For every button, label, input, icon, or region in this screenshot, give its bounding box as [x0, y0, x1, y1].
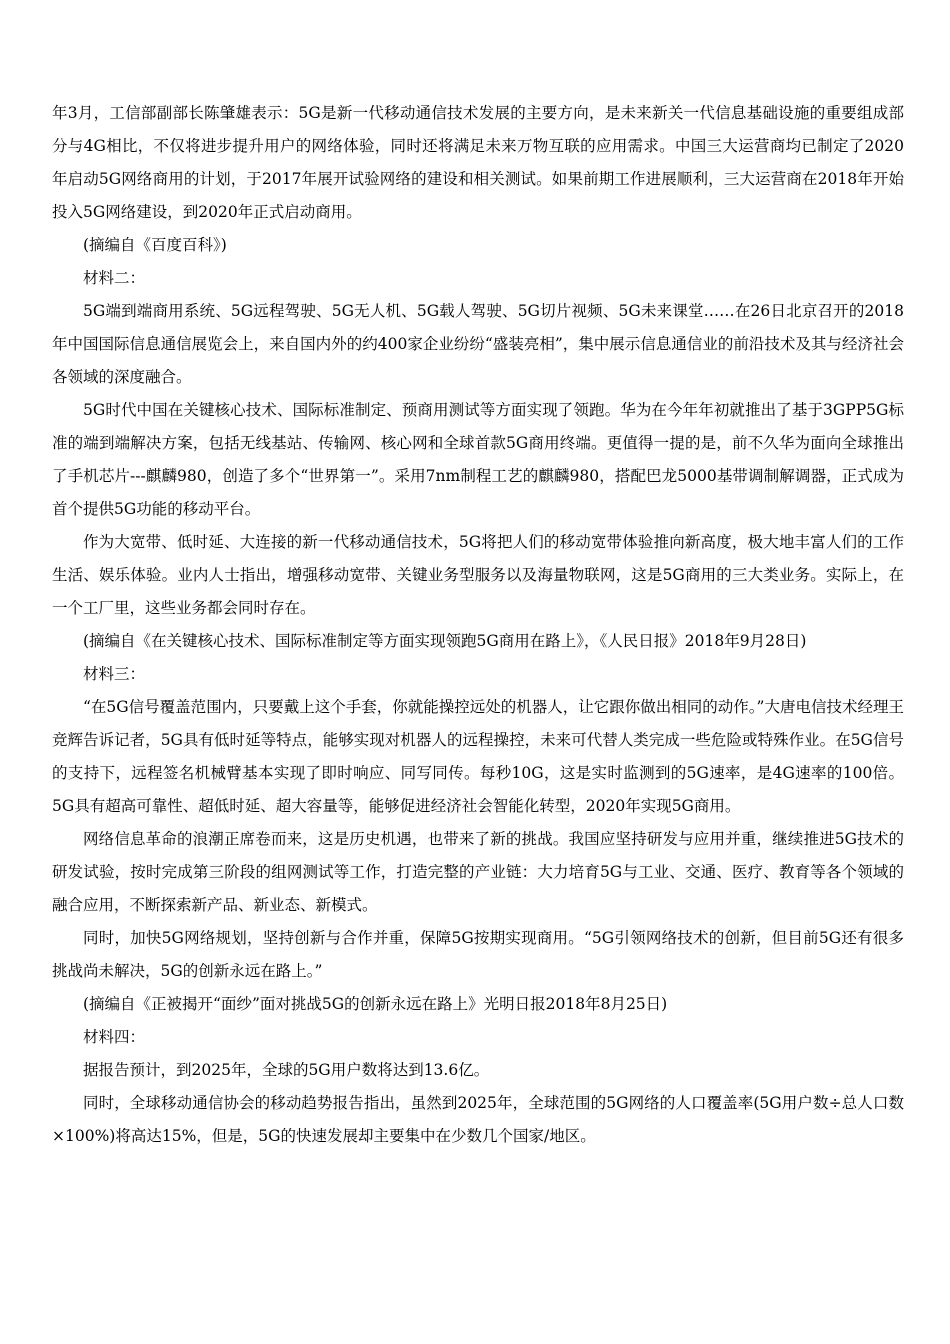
section-heading-material-4: 材料四：: [83, 1028, 146, 1046]
document-body: [52, 97, 904, 1153]
paragraph-user-forecast: 据报告预计，到2025年，全球的5G用户数将达到13.6亿。: [83, 1061, 490, 1079]
source-citation-peoples-daily: (摘编自《在关键核心技术、国际标准制定等方面实现领跑5G商用在路上》，《人民日报》2018年9月28日): [83, 632, 807, 650]
source-citation-guangming-daily: (摘编自《正被揭开“面纱”面对挑战5G的创新永远在路上》光明日报2018年8月25日): [83, 995, 668, 1013]
source-citation-baidu: (摘编自《百度百科》): [83, 236, 227, 254]
section-heading-material-3: 材料三：: [83, 665, 146, 683]
paragraph-huawei: 5G时代中国在关键核心技术、国际标准制定、预商用测试等方面实现了领跑。华为在今年年初就推出了基于3GPP5G标准的端到端解决方案，包括无线基站、传输网、核心网和全球首款5G商用终端。更值得一提的是，前不久华为面向全球推出了手机芯片---麒麟980，创造了多个“世界第一”。采用7nm制程工艺的麒麟980，搭配巴龙5000基带调制解调器，正式成为首个提供5G功能的移动平台。: [52, 401, 904, 518]
paragraph-glove-robot: “在5G信号覆盖范围内，只要戴上这个手套，你就能操控远处的机器人，让它跟你做出相同的动作。”大唐电信技术经理王竞辉告诉记者，5G具有低时延等特点，能够实现对机器人的远程操控，未来可代替人类完成一些危险或特殊作业。在5G信号的支持下，远程签名机械臂基本实现了即时响应、同写同传。每秒10G，这是实时监测到的5G速率，是4G速率的100倍。5G具有超高可靠性、超低时延、超大容量等，能够促进经济社会智能化转型，2020年实现5G商用。: [52, 698, 904, 815]
section-heading-material-2: 材料二：: [83, 269, 146, 287]
paragraph-intro-continuation: 年3月，工信部副部长陈肇雄表示：5G是新一代移动通信技术发展的主要方向，是未来新关一代信息基础设施的重要组成部分与4G相比，不仅将进步提升用户的网络体验，同时还将满足未来万物互联的应用需求。中国三大运营商均已制定了2020年启动5G网络商用的计划，于2017年展开试验网络的建设和相关测试。如果前期工作进展顺利，三大运营商在2018年开始投入5G网络建设，到2020年正式启动商用。: [52, 104, 904, 221]
paragraph-broadband: 作为大宽带、低时延、大连接的新一代移动通信技术，5G将把人们的移动宽带体验推向新高度，极大地丰富人们的工作生活、娱乐体验。业内人士指出，增强移动宽带、关键业务型服务以及海量物联网，这是5G商用的三大类业务。实际上，在一个工厂里，这些业务都会同时存在。: [52, 533, 904, 617]
paragraph-expo: 5G端到端商用系统、5G远程驾驶、5G无人机、5G载人驾驶、5G切片视频、5G未来课堂……在26日北京召开的2018年中国国际信息通信展览会上，来自国内外的约400家企业纷纷“盛装亮相”，集中展示信息通信业的前沿技术及其与经济社会各领域的深度融合。: [52, 302, 904, 386]
paragraph-coverage-rate: 同时，全球移动通信协会的移动趋势报告指出，虽然到2025年，全球范围的5G网络的人口覆盖率(5G用户数÷总人口数×100%)将高达15%，但是，5G的快速发展却主要集中在少数几个国家/地区。: [52, 1094, 904, 1145]
paragraph-network-revolution: 网络信息革命的浪潮正席卷而来，这是历史机遇，也带来了新的挑战。我国应坚持研发与应用并重，继续推进5G技术的研发试验，按时完成第三阶段的组网测试等工作，打造完整的产业链：大力培育5G与工业、交通、医疗、教育等各个领域的融合应用，不断探索新产品、新业态、新模式。: [52, 830, 904, 914]
paragraph-network-planning: 同时，加快5G网络规划，坚持创新与合作并重，保障5G按期实现商用。“5G引领网络技术的创新，但目前5G还有很多挑战尚未解决，5G的创新永远在路上。”: [52, 929, 904, 980]
